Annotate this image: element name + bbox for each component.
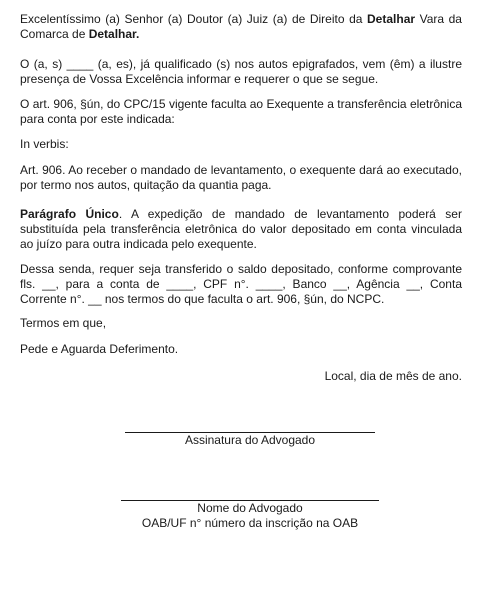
address-comarca: Detalhar.	[88, 27, 140, 41]
closing-terms: Termos em que,	[20, 316, 107, 330]
article-text: Art. 906. Ao receber o mandado de levantamento, o exequente dará ao executado, por termo nos autos, quitação da quantia paga.	[20, 163, 462, 192]
signature-block-name	[0, 500, 500, 531]
address-middle: Vara da Comarca de	[20, 12, 462, 41]
lawyer-name: Nome do Advogado	[197, 501, 303, 515]
closing-request: Pede e Aguarda Deferimento.	[20, 342, 179, 356]
address-prefix: Excelentíssimo (a) Senhor (a) Doutor (a) Juiz (a) de Direito da	[20, 12, 368, 26]
court-address	[20, 12, 462, 42]
address-vara: Detalhar	[367, 12, 416, 26]
date-line: Local, dia de mês de ano.	[324, 369, 462, 383]
lawyer-oab: OAB/UF n° número da inscrição na OAB	[141, 516, 359, 530]
paragraph-unico-text: . A expedição de mandado de levantamento poderá ser substituída pela transferência eletrônica do valor depositado em conta vinculada ao juízo para outra indicada pelo exequente.	[20, 207, 462, 251]
signature-block-lawyer	[0, 432, 500, 448]
request-paragraph: Dessa senda, requer seja transferido o saldo depositado, conforme comprovante fls. __, para a conta de ____, CPF n°. ____, Banco __, Agência __, Conta Corrente n°. __ nos termos do que faculta o art. 906, §ún, do NCPC.	[20, 262, 462, 306]
in-verbis: In verbis:	[20, 137, 69, 151]
article-intro-paragraph: O art. 906, §ún, do CPC/15 vigente faculta ao Exequente a transferência eletrônica para conta por este indicada:	[20, 97, 462, 126]
intro-paragraph: O (a, s) ____ (a, es), já qualificado (s) nos autos epigrafados, vem (êm) a ilustre presença de Vossa Excelência informar e requerer o que se segue.	[20, 57, 462, 86]
signature-label: Assinatura do Advogado	[184, 433, 316, 447]
paragraph-unico-label: Parágrafo Único	[20, 207, 119, 221]
paragraph-unico	[20, 207, 462, 252]
